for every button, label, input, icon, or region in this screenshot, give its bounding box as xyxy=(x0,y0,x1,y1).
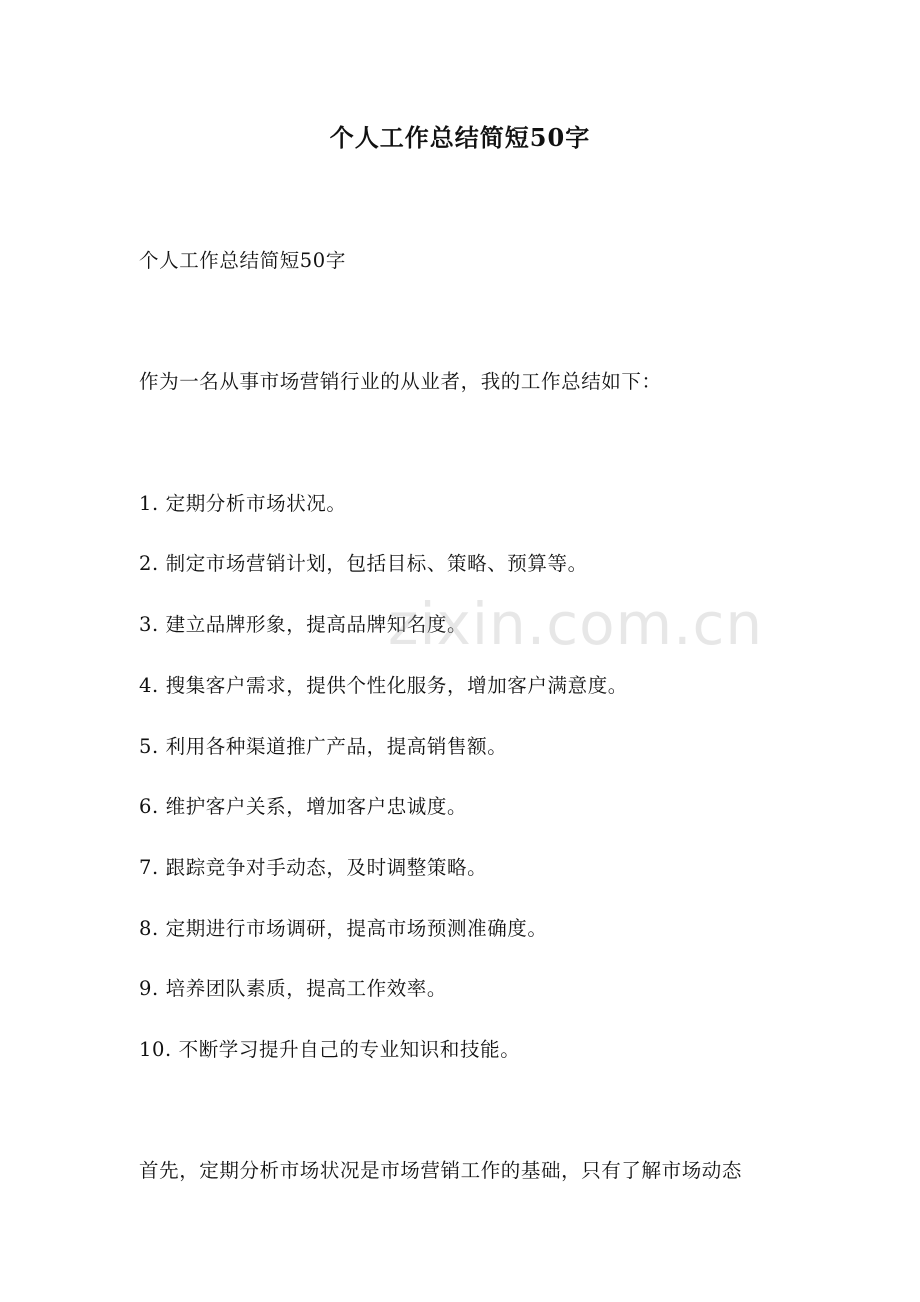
list-item: 6. 维护客户关系，增加客户忠诚度。 xyxy=(139,795,468,818)
watermark: zixin.com.cn xyxy=(388,590,764,658)
list-item: 2. 制定市场营销计划，包括目标、策略、预算等。 xyxy=(139,552,588,575)
list-item: 5. 利用各种渠道推广产品，提高销售额。 xyxy=(139,735,508,758)
list-item: 4. 搜集客户需求，提供个性化服务，增加客户满意度。 xyxy=(139,674,628,697)
list-item: 8. 定期进行市场调研，提高市场预测准确度。 xyxy=(139,917,548,940)
list-item: 3. 建立品牌形象，提高品牌知名度。 xyxy=(139,613,468,636)
list-item: 1. 定期分析市场状况。 xyxy=(139,492,347,515)
list-item: 9. 培养团队素质，提高工作效率。 xyxy=(139,977,448,1000)
closing-paragraph: 首先，定期分析市场状况是市场营销工作的基础，只有了解市场动态 xyxy=(139,1159,743,1182)
list-item: 7. 跟踪竞争对手动态，及时调整策略。 xyxy=(139,856,488,879)
document-title: 个人工作总结简短50字 xyxy=(329,123,591,152)
list-item: 10. 不断学习提升自己的专业知识和技能。 xyxy=(139,1038,521,1061)
intro-paragraph: 作为一名从事市场营销行业的从业者，我的工作总结如下： xyxy=(139,370,662,393)
document-subtitle: 个人工作总结简短50字 xyxy=(139,249,346,272)
